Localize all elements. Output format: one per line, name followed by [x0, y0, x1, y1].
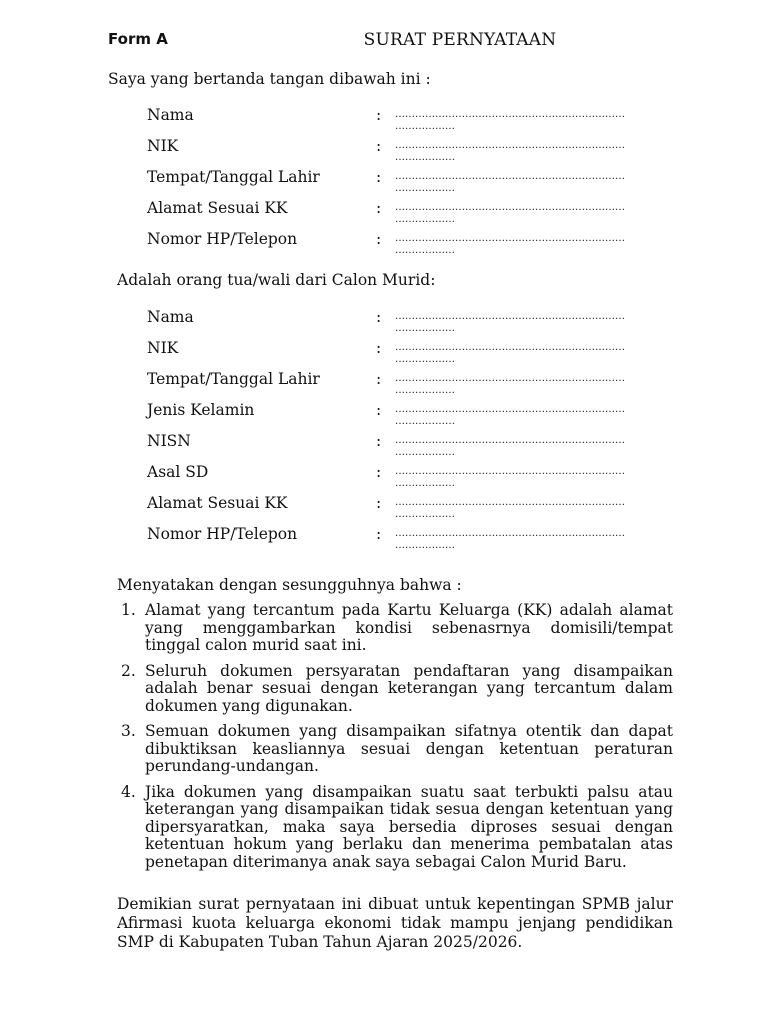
- fill-in-dots-continued[interactable]: ………………: [395, 354, 455, 365]
- field-label: NIK: [147, 339, 179, 357]
- statement-item: [117, 602, 673, 655]
- field-row: [147, 494, 677, 525]
- fill-in-dots[interactable]: ……………………………………………………………: [395, 311, 625, 322]
- statement-text: Semuan dokumen yang disampaikan sifatnya otentik dan dapat dibuktiksan keasliannya sesuai dengan ketentuan peraturan perundang-undangan.: [145, 722, 673, 775]
- fill-in-dots-continued[interactable]: ………………: [395, 416, 455, 427]
- fill-in-dots-continued[interactable]: ………………: [395, 214, 455, 225]
- parent-intro: Saya yang bertanda tangan dibawah ini :: [108, 70, 431, 88]
- field-row: [147, 230, 677, 261]
- field-colon: :: [376, 494, 382, 512]
- fill-in-dots-continued[interactable]: ………………: [395, 183, 455, 194]
- closing-paragraph: Demikian surat pernyataan ini dibuat untuk kepentingan SPMB jalur Afirmasi kuota keluarga ekonomi tidak mampu jenjang pendidikan SMP di Kabupaten Tuban Tahun Ajaran 2025/2026.: [117, 895, 673, 951]
- field-label: Nomor HP/Telepon: [147, 230, 298, 248]
- fill-in-dots-continued[interactable]: ………………: [395, 478, 455, 489]
- statement-text: Alamat yang tercantum pada Kartu Keluarga (KK) adalah alamat yang menggambarkan kondisi sebenasrnya domisili/tempat tinggal calon murid saat ini.: [145, 601, 673, 654]
- field-row: [147, 339, 677, 370]
- field-row: [147, 463, 677, 494]
- fill-in-dots-continued[interactable]: ………………: [395, 509, 455, 520]
- field-row: [147, 106, 677, 137]
- field-label: Alamat Sesuai KK: [147, 199, 288, 217]
- statement-number: 4.: [121, 782, 136, 801]
- field-colon: :: [376, 137, 382, 155]
- field-colon: :: [376, 401, 382, 419]
- fill-in-dots[interactable]: ……………………………………………………………: [395, 404, 625, 415]
- fill-in-dots[interactable]: ……………………………………………………………: [395, 342, 625, 353]
- document-title: SURAT PERNYATAAN: [363, 30, 557, 50]
- fill-in-dots[interactable]: ……………………………………………………………: [395, 202, 625, 213]
- fill-in-dots[interactable]: ……………………………………………………………: [395, 109, 625, 120]
- fill-in-dots-continued[interactable]: ………………: [395, 447, 455, 458]
- fill-in-dots-continued[interactable]: ………………: [395, 245, 455, 256]
- statement-item: [117, 784, 673, 872]
- fill-in-dots-continued[interactable]: ………………: [395, 385, 455, 396]
- fill-in-dots-continued[interactable]: ………………: [395, 152, 455, 163]
- form-label: Form A: [108, 30, 168, 48]
- field-label: Nomor HP/Telepon: [147, 525, 298, 543]
- field-row: [147, 370, 677, 401]
- field-colon: :: [376, 230, 382, 248]
- field-row: [147, 168, 677, 199]
- field-label: NISN: [147, 432, 191, 450]
- fill-in-dots[interactable]: ……………………………………………………………: [395, 466, 625, 477]
- statement-text: Seluruh dokumen persyaratan pendaftaran yang disampaikan adalah benar sesuai dengan keterangan yang tercantum dalam dokumen yang digunakan.: [145, 661, 673, 715]
- field-row: [147, 432, 677, 463]
- field-colon: :: [376, 339, 382, 357]
- student-fields: [147, 308, 677, 556]
- statement-item: [117, 663, 673, 716]
- field-row: [147, 199, 677, 230]
- statement-number: 3.: [121, 722, 136, 740]
- statement-item: [117, 723, 673, 776]
- fill-in-dots-continued[interactable]: ………………: [395, 540, 455, 551]
- statement-list: [117, 602, 673, 879]
- field-colon: :: [376, 370, 382, 388]
- fill-in-dots-continued[interactable]: ………………: [395, 121, 455, 132]
- fill-in-dots[interactable]: ……………………………………………………………: [395, 435, 625, 446]
- field-colon: :: [376, 463, 382, 481]
- field-label: Tempat/Tanggal Lahir: [147, 168, 320, 186]
- statement-text: Jika dokumen yang disampaikan suatu saat terbukti palsu atau keterangan yang disampaikan tidak sesua dengan ketentuan yang dipersyaratkan, maka saya bersedia diproses sesuai dengan ketentuan hokum yang berlaku dan menerima pembatalan atas penetapan diterimanya anak saya sebagai Calon Murid Baru.: [145, 782, 673, 871]
- fill-in-dots[interactable]: ……………………………………………………………: [395, 171, 625, 182]
- fill-in-dots-continued[interactable]: ………………: [395, 323, 455, 334]
- field-colon: :: [376, 308, 382, 326]
- fill-in-dots[interactable]: ……………………………………………………………: [395, 373, 625, 384]
- statement-intro: Menyatakan dengan sesungguhnya bahwa :: [117, 576, 462, 594]
- field-colon: :: [376, 199, 382, 217]
- field-label: Jenis Kelamin: [147, 401, 255, 419]
- field-row: [147, 308, 677, 339]
- student-intro: Adalah orang tua/wali dari Calon Murid:: [117, 271, 436, 289]
- fill-in-dots[interactable]: ……………………………………………………………: [395, 497, 625, 508]
- fill-in-dots[interactable]: ……………………………………………………………: [395, 233, 625, 244]
- field-row: [147, 525, 677, 556]
- field-label: Asal SD: [147, 463, 209, 481]
- parent-fields: [147, 106, 677, 261]
- field-label: Tempat/Tanggal Lahir: [147, 370, 320, 388]
- fill-in-dots[interactable]: ……………………………………………………………: [395, 528, 625, 539]
- field-label: NIK: [147, 137, 179, 155]
- field-colon: :: [376, 106, 382, 124]
- field-row: [147, 137, 677, 168]
- field-row: [147, 401, 677, 432]
- statement-number: 2.: [121, 661, 136, 680]
- statement-number: 1.: [121, 601, 136, 619]
- field-colon: :: [376, 432, 382, 450]
- field-label: Nama: [147, 106, 194, 124]
- field-label: Alamat Sesuai KK: [147, 494, 288, 512]
- field-colon: :: [376, 168, 382, 186]
- field-colon: :: [376, 525, 382, 543]
- fill-in-dots[interactable]: ……………………………………………………………: [395, 140, 625, 151]
- field-label: Nama: [147, 308, 194, 326]
